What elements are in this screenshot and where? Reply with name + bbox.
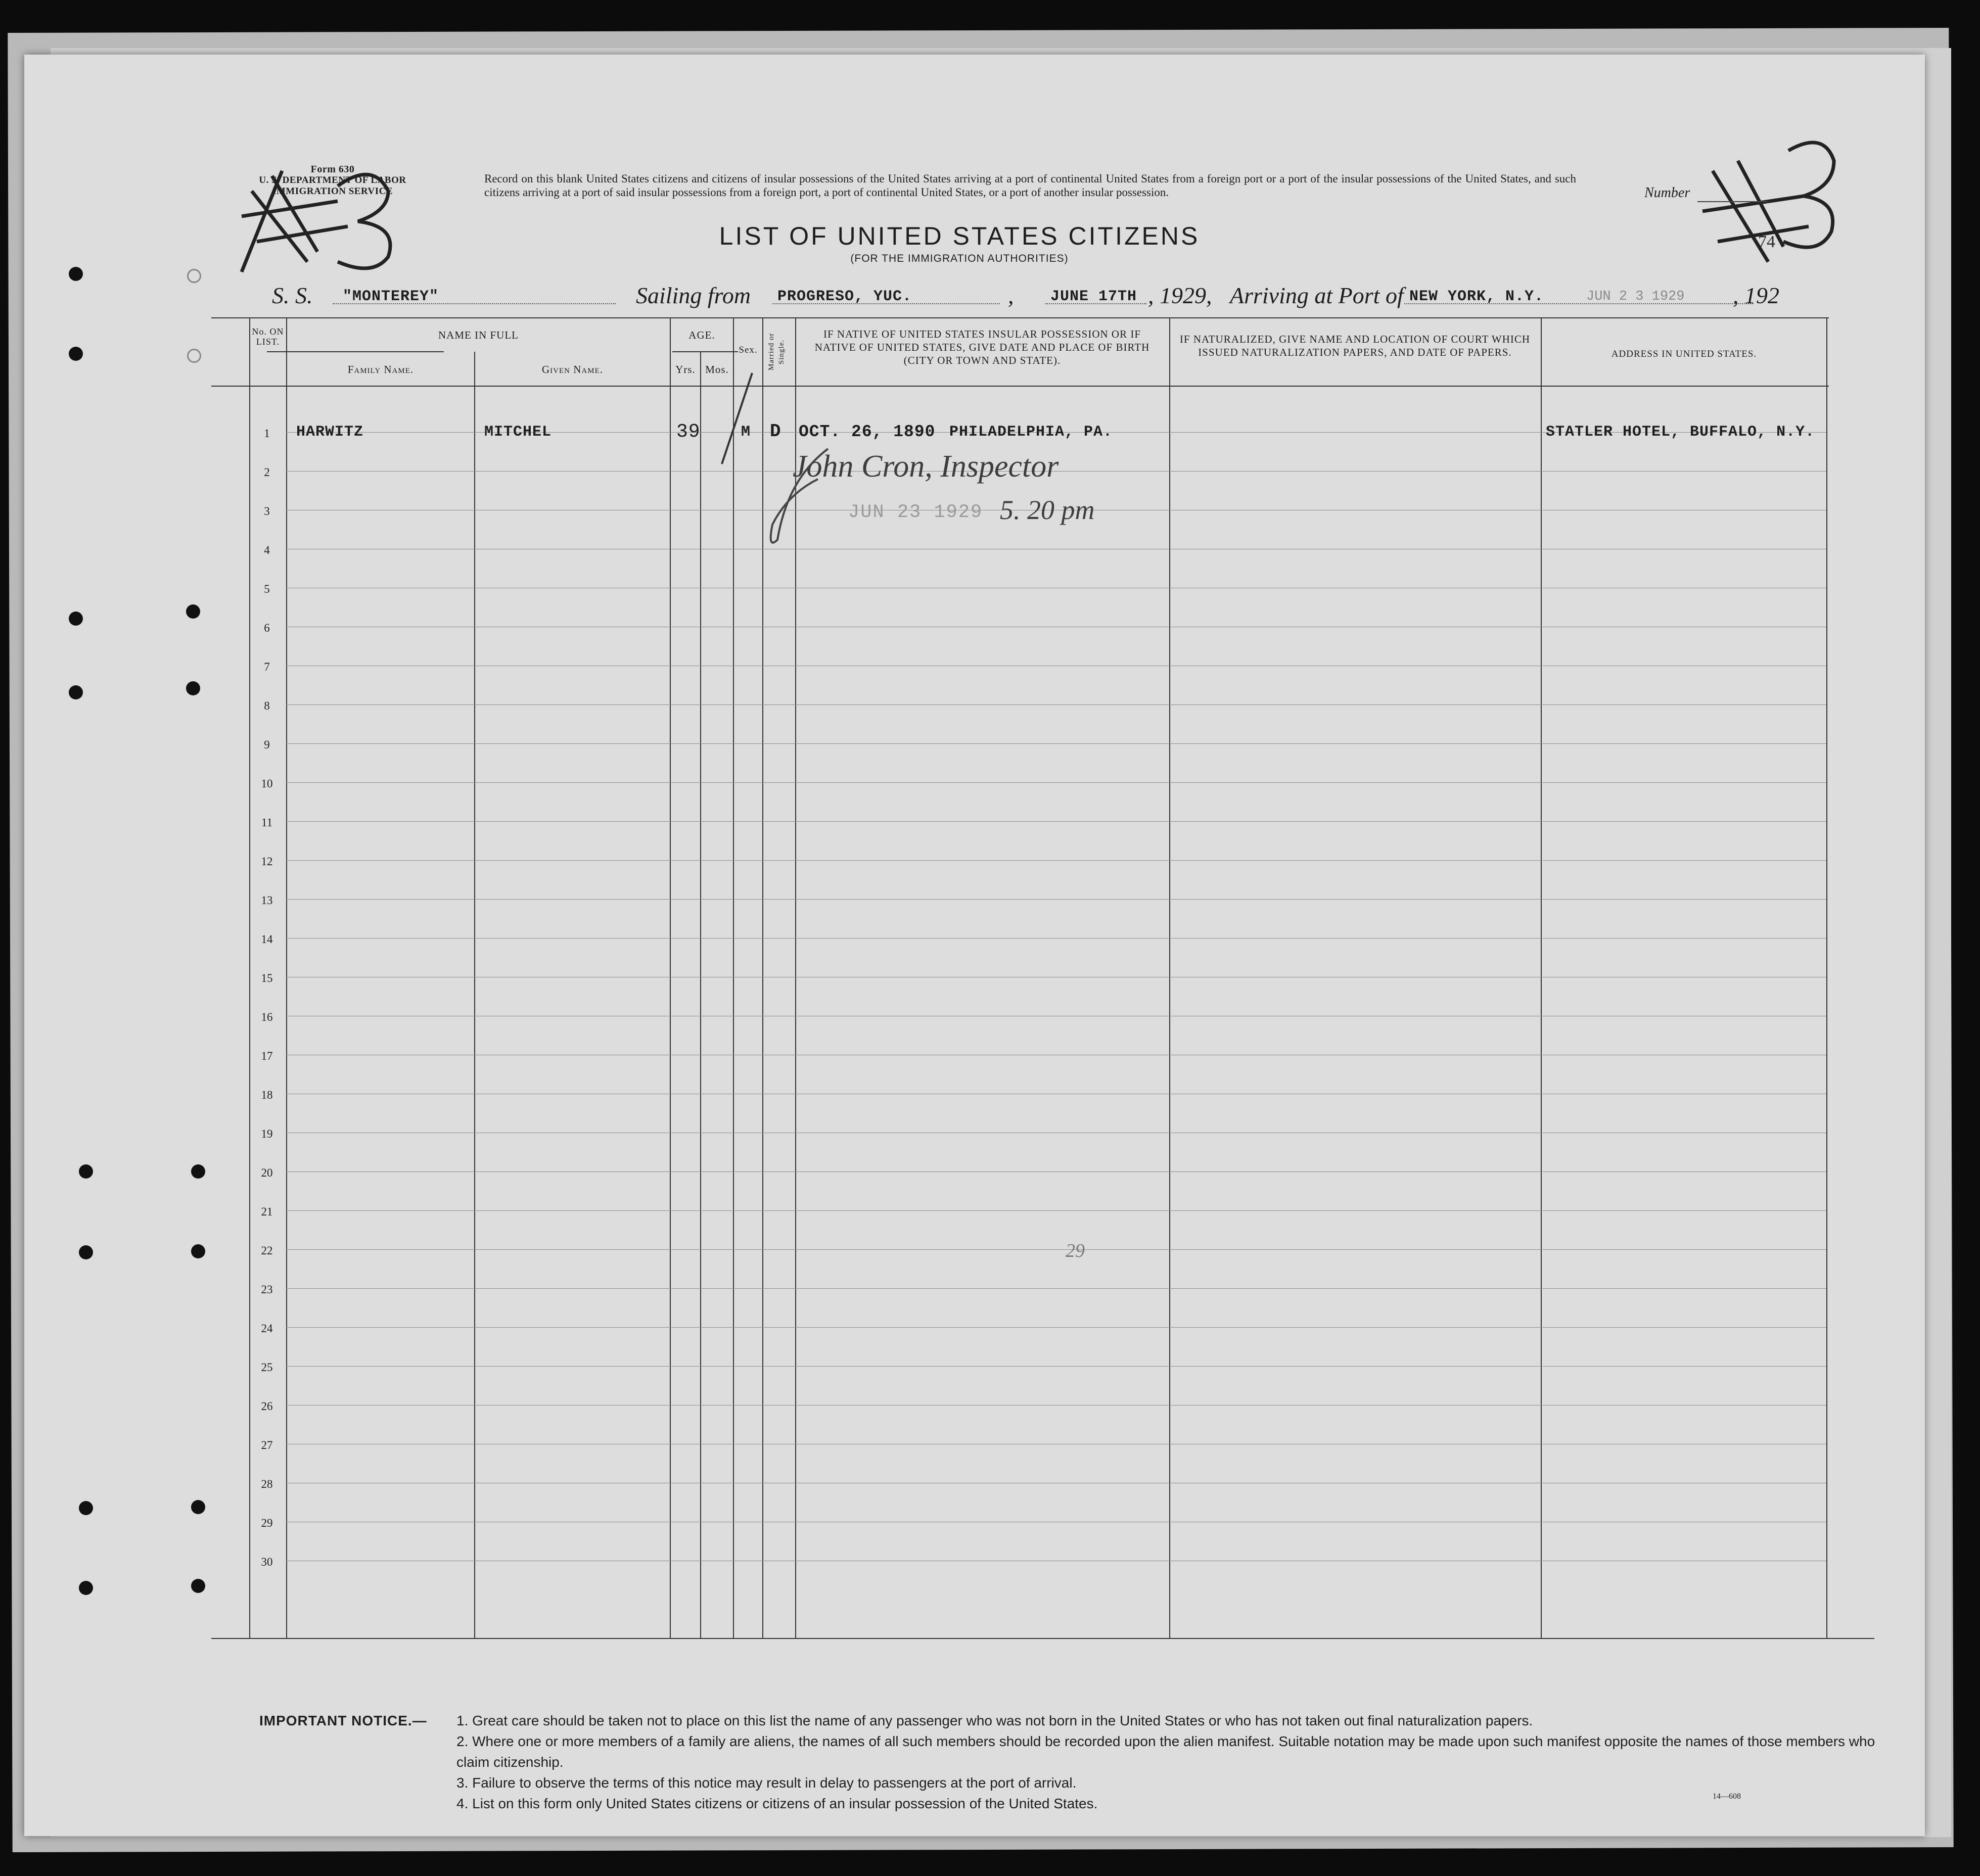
row-rule xyxy=(286,1327,1826,1328)
comma: , xyxy=(1008,283,1014,308)
table-bottom-border xyxy=(211,1638,1874,1639)
form-number: Form 630 xyxy=(310,164,355,175)
column-border xyxy=(670,317,671,1639)
row-number: 21 xyxy=(261,1205,273,1218)
birth-date-cell: OCT. 26, 1890 xyxy=(799,423,936,441)
punch-hole xyxy=(186,604,200,619)
arriving-label: Arriving at Port of xyxy=(1230,283,1404,308)
column-border xyxy=(249,317,250,1639)
inspector-date-stamp: JUN 23 1929 xyxy=(848,502,983,523)
row-number: 27 xyxy=(261,1439,273,1451)
row-number: 19 xyxy=(261,1128,273,1140)
column-border xyxy=(733,317,734,1639)
header-address: ADDRESS IN UNITED STATES. xyxy=(1611,349,1757,359)
number-suffix: 74 xyxy=(1758,232,1775,251)
notice-item-3: 3. Failure to observe the terms of this notice may result in delay to passengers at the port of arrival. xyxy=(456,1775,1077,1791)
column-border xyxy=(1169,317,1170,1639)
sailing-field-line xyxy=(772,303,1000,304)
ring-hole xyxy=(187,269,201,283)
row-number: 10 xyxy=(261,777,273,790)
punch-hole xyxy=(79,1164,93,1179)
row-number: 4 xyxy=(264,544,270,556)
row-number: 1 xyxy=(264,427,270,440)
table-top-border xyxy=(211,317,1829,318)
header-no-on-list: No. ON LIST. xyxy=(252,326,284,347)
row-number: 3 xyxy=(264,505,270,518)
header-bottom-border xyxy=(211,386,1829,387)
header-sex: Sex. xyxy=(739,345,758,355)
row-rule xyxy=(286,1210,1826,1211)
header-age: AGE. xyxy=(688,329,715,341)
row-number: 7 xyxy=(264,661,270,673)
row-number: 30 xyxy=(261,1556,273,1568)
header-family-name: Family Name. xyxy=(347,363,414,376)
sailing-year: , 1929, xyxy=(1148,283,1212,308)
row-rule xyxy=(286,938,1826,939)
row-rule xyxy=(286,821,1826,822)
row-rule xyxy=(286,860,1826,861)
header-naturalized: IF NATURALIZED, GIVE NAME AND LOCATION OF COURT WHICH ISSUED NATURALIZATION PAPERS, AND DATE OF PAPERS. xyxy=(1179,333,1531,358)
married-single-cell: D xyxy=(770,421,781,442)
arrival-port: NEW YORK, N.Y. xyxy=(1409,288,1544,305)
date-field-line xyxy=(1045,303,1146,304)
row-number: 29 xyxy=(261,1517,273,1529)
given-name-cell: MITCHEL xyxy=(484,424,552,441)
notice-item-2: 2. Where one or more members of a family are aliens, the names of all such members should be recorded upon the alien manifest. Suitable notation may be made upon such manifest opposite the names of those members who claim citizenship. xyxy=(456,1733,1875,1770)
inspector-signature: John Cron, Inspector xyxy=(793,449,1059,484)
header-months: Mos. xyxy=(705,363,729,376)
row-number: 16 xyxy=(261,1011,273,1023)
page-title: LIST OF UNITED STATES CITIZENS xyxy=(719,222,1200,250)
check-tick-mark xyxy=(712,368,762,469)
row-number: 5 xyxy=(264,583,270,595)
punch-hole xyxy=(191,1579,205,1593)
row-number: 24 xyxy=(261,1322,273,1335)
department-name: U. S. DEPARTMENT OF LABOR xyxy=(259,175,406,185)
page-number: 29 xyxy=(1066,1240,1085,1261)
sex-cell: M xyxy=(741,424,751,441)
arrival-field-line xyxy=(1404,303,1753,304)
family-name-cell: HARWITZ xyxy=(296,424,364,441)
row-number: 25 xyxy=(261,1361,273,1374)
address-cell: STATLER HOTEL, BUFFALO, N.Y. xyxy=(1546,424,1815,441)
row-number: 9 xyxy=(264,738,270,751)
column-border xyxy=(286,317,287,1639)
punch-hole xyxy=(191,1244,205,1258)
punch-hole xyxy=(186,681,200,695)
sailing-date: JUNE 17TH xyxy=(1050,288,1137,305)
row-number: 22 xyxy=(261,1244,273,1257)
notice-heading: IMPORTANT NOTICE.— xyxy=(259,1713,427,1728)
manifest-page xyxy=(24,55,1925,1836)
row-rule xyxy=(286,743,1826,744)
row-number: 15 xyxy=(261,972,273,984)
row-rule xyxy=(286,1249,1826,1250)
column-border xyxy=(1826,317,1827,1639)
notice-item-1: 1. Great care should be taken not to place on this list the name of any passenger who was not born in the United States or who has not taken out final naturalization papers. xyxy=(456,1713,1533,1728)
record-instructions: Record on this blank United States citizens and citizens of insular possessions of the United States arriving at a port of continental United States from a foreign port or a port of the insular possessions of the United States, and such citizens arriving at a port of said insular possessions from a foreign port, a port of continental United States, or a port of another insular possession. xyxy=(484,172,1576,199)
punch-hole xyxy=(69,347,83,361)
punch-hole xyxy=(79,1581,93,1595)
sailing-label: Sailing from xyxy=(636,283,751,308)
sailing-port: PROGRESO, YUC. xyxy=(777,288,912,305)
punch-hole xyxy=(69,685,83,699)
row-number: 20 xyxy=(261,1166,273,1179)
row-rule xyxy=(286,1171,1826,1172)
punch-hole xyxy=(69,267,83,281)
ship-prefix: S. S. xyxy=(272,283,313,308)
number-field xyxy=(1697,201,1768,202)
row-number: 6 xyxy=(264,622,270,634)
inspector-time-note: 5. 20 pm xyxy=(1000,495,1095,525)
header-years: Yrs. xyxy=(675,363,696,376)
row-number: 17 xyxy=(261,1050,273,1062)
birth-place-cell: PHILADELPHIA, PA. xyxy=(949,424,1113,441)
row-number: 18 xyxy=(261,1089,273,1101)
row-number: 2 xyxy=(264,466,270,479)
header-name-in-full: NAME IN FULL xyxy=(438,329,519,341)
header-native-birth: IF NATIVE OF UNITED STATES INSULAR POSSESSION OR IF NATIVE OF UNITED STATES, GIVE DATE AND PLACE OF BIRTH (CITY OR TOWN AND STATE). xyxy=(814,328,1150,366)
ring-hole xyxy=(187,349,201,363)
form-identification xyxy=(226,164,439,197)
service-name: IMMIGRATION SERVICE xyxy=(272,186,393,197)
row-rule xyxy=(286,899,1826,900)
arrival-date-stamp: JUN 2 3 1929 xyxy=(1586,289,1685,304)
notice-item-4: 4. List on this form only United States citizens or citizens of an insular possession of the United States. xyxy=(456,1796,1098,1811)
row-number: 14 xyxy=(261,933,273,946)
row-number: 23 xyxy=(261,1283,273,1296)
column-border xyxy=(700,352,701,1639)
punch-hole xyxy=(69,612,83,626)
punch-hole xyxy=(191,1164,205,1179)
subheader-border xyxy=(672,351,738,352)
row-number: 28 xyxy=(261,1478,273,1490)
row-rule xyxy=(286,1366,1826,1367)
ship-name: "MONTEREY" xyxy=(343,288,439,305)
signature-flourish xyxy=(757,439,838,550)
voyage-line xyxy=(272,282,1788,312)
punch-hole xyxy=(79,1245,93,1259)
row-number: 8 xyxy=(264,699,270,712)
ship-field-line xyxy=(333,303,616,304)
row-rule xyxy=(286,1288,1826,1289)
handwritten-number-mark xyxy=(221,125,413,277)
row-number: 13 xyxy=(261,894,273,907)
subheader-border xyxy=(267,351,444,352)
row-number: 12 xyxy=(261,855,273,868)
form-code: 14—608 xyxy=(1713,1792,1741,1801)
punch-hole xyxy=(191,1500,205,1514)
column-border xyxy=(1541,317,1542,1639)
header-given-name: Given Name. xyxy=(542,363,603,376)
punch-hole xyxy=(79,1501,93,1515)
age-years-cell: 39 xyxy=(676,421,701,443)
row-number: 26 xyxy=(261,1400,273,1413)
row-number: 11 xyxy=(261,816,273,829)
row-rule xyxy=(286,782,1826,783)
handwritten-number-mark xyxy=(1672,115,1844,277)
column-border xyxy=(474,352,475,1639)
header-married-single: Married or Single. xyxy=(767,333,786,371)
printed-year: , 192 xyxy=(1733,283,1779,308)
passenger-table xyxy=(211,317,1829,1639)
number-label: Number xyxy=(1644,185,1690,201)
page-subtitle: (FOR THE IMMIGRATION AUTHORITIES) xyxy=(850,253,1069,264)
